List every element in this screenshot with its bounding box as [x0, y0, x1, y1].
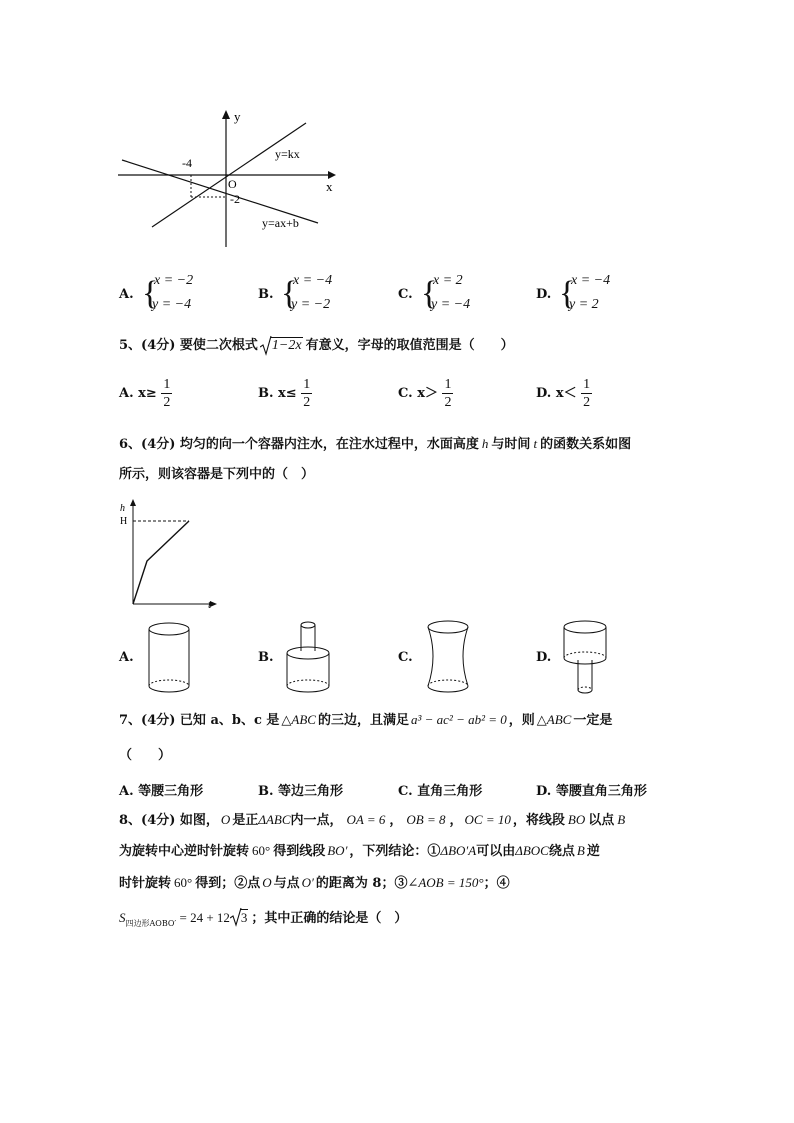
- q8-point-o-prime: O′: [301, 875, 314, 890]
- q8-ob: OB = 8: [406, 812, 446, 827]
- q5-option-c[interactable]: [398, 376, 453, 411]
- q4-option-a-y: y = −4: [152, 297, 192, 312]
- linear-functions-graph: [110, 105, 350, 255]
- q8-line4: [119, 910, 407, 932]
- q4-option-d-brace: {: [559, 275, 576, 312]
- container-b-narrow-top-icon[interactable]: [282, 618, 338, 698]
- q5-stem: [119, 338, 514, 354]
- q7-option-d[interactable]: D. 等腰直角三角形: [536, 784, 647, 799]
- q8-l1-b: 是正: [232, 813, 259, 828]
- q7-triangle-1: △ABC: [281, 712, 316, 727]
- q6-option-c-letter[interactable]: C.: [398, 650, 413, 665]
- x-axis-label: x: [326, 179, 333, 194]
- q7-option-a[interactable]: A. 等腰三角形: [119, 784, 204, 799]
- q4-option-b-x: x = −4: [293, 273, 333, 288]
- q6-stem-line1: [119, 436, 631, 453]
- q8-point-o-2: O: [262, 875, 272, 890]
- q8-l2-e: 绕点: [548, 844, 575, 859]
- q8-l3-e: ；④: [483, 876, 510, 891]
- q4-option-d-x: x = −4: [571, 273, 611, 288]
- q5-option-a[interactable]: [119, 376, 172, 411]
- line1-label: y=kx: [275, 147, 300, 161]
- y-axis-arrow: [222, 110, 230, 119]
- q8-l1-c: 内一点，: [290, 813, 343, 828]
- q5-prefix: 5、(4分) 要使二次根式: [119, 338, 258, 353]
- q8-point-b: B: [617, 812, 626, 827]
- tick-x-label: -4: [182, 156, 192, 170]
- q5-option-c-fraction: $\frac{1}{2}$: [444, 377, 452, 410]
- q7-option-c[interactable]: C. 直角三角形: [398, 784, 483, 799]
- q8-oc: OC = 10: [464, 812, 511, 827]
- q8-bo: BO: [567, 812, 586, 827]
- q4-option-c-brace: {: [421, 275, 438, 312]
- q5-option-c-rel: x＞: [417, 386, 438, 401]
- q4-option-b-y: y = −2: [291, 297, 331, 312]
- q8-sqrt3-value: 3: [240, 910, 248, 925]
- container-d-narrow-bottom-icon[interactable]: [558, 618, 614, 698]
- q7-triangle-2: △ABC: [536, 712, 572, 727]
- q4-option-a-brace: {: [142, 275, 159, 312]
- q5-radical: [261, 338, 303, 354]
- q8-triangle-bo-prime-a: ΔBO′A: [440, 843, 477, 858]
- q4-option-c-y: y = −4: [431, 297, 471, 312]
- q6-line1-b: 与时间: [491, 437, 531, 452]
- q7-equation: a³ − ac² − ab² = 0: [410, 712, 507, 727]
- q8-line2: [119, 843, 600, 860]
- q8-l2-a: 为旋转中心逆时针旋转: [119, 844, 250, 859]
- q5-option-d-rel: x＜: [555, 386, 577, 401]
- q8-l1-d: ，将线段: [512, 813, 565, 828]
- q8-triangle-boc: ΔBOC: [515, 843, 549, 858]
- graph-h-label: h: [120, 503, 125, 514]
- q8-triangle-abc: ΔABC: [258, 812, 291, 827]
- sqrt-sign-icon: [260, 335, 272, 357]
- q8-area-equation: = 24 + 12: [176, 910, 230, 925]
- q8-angle-aob: ∠AOB = 150°: [407, 875, 484, 890]
- q8-l1-a: 8、(4分) 如图，: [119, 813, 219, 828]
- q5-option-a-rel: x≥: [138, 386, 157, 401]
- x-axis-arrow: [328, 171, 336, 179]
- q8-l2-d: 可以由: [476, 844, 516, 859]
- q5-option-d-fraction: $\frac{1}{2}$: [583, 377, 591, 410]
- q8-line3: [119, 875, 510, 892]
- q6-var-t: t: [533, 436, 538, 451]
- q4-option-d-letter[interactable]: D.: [536, 287, 552, 302]
- q8-l3-b: 得到；②点: [195, 876, 261, 891]
- q8-deg60-b: 60°: [174, 875, 193, 890]
- q8-l2-b: 得到线段: [273, 844, 326, 859]
- q6-line1-a: 6、(4分) 均匀的向一个容器内注水，在注水过程中，水面高度: [119, 437, 479, 452]
- q4-option-a-x: x = −2: [154, 273, 194, 288]
- h-axis-arrow: [130, 499, 136, 506]
- line-y-ax-b: [122, 160, 318, 223]
- q8-area-s: S: [119, 910, 126, 925]
- q4-option-b-brace: {: [281, 275, 298, 312]
- q5-option-d-letter: D.: [536, 386, 552, 401]
- q7-suffix: 一定是: [573, 713, 613, 728]
- q5-option-b-letter: B.: [258, 386, 274, 401]
- graph-H-label: H: [120, 516, 128, 527]
- q8-deg60: 60°: [252, 843, 271, 858]
- origin-label: O: [228, 177, 237, 191]
- q5-option-c-letter: C.: [398, 386, 413, 401]
- q6-option-b-letter[interactable]: B.: [258, 650, 274, 665]
- q5-option-d[interactable]: [536, 376, 592, 411]
- graph-t-label: t: [208, 597, 212, 611]
- q8-point-b-2: B: [576, 843, 585, 858]
- q8-sqrt3: [230, 910, 249, 927]
- q7-option-b[interactable]: B. 等边三角形: [258, 784, 344, 799]
- q7-stem: [119, 712, 612, 729]
- q4-option-c-letter[interactable]: C.: [398, 287, 413, 302]
- q6-option-d-letter[interactable]: D.: [536, 650, 552, 665]
- q6-var-h: h: [481, 436, 489, 451]
- q6-line1-c: 的函数关系如图: [540, 437, 632, 452]
- q5-radicand: 1−2x: [271, 338, 302, 353]
- sqrt-sign-icon: [230, 907, 242, 927]
- q8-l3-a: 时针旋转: [119, 876, 172, 891]
- q5-option-b-fraction: $\frac{1}{2}$: [303, 377, 311, 410]
- q4-option-c-x: x = 2: [433, 273, 463, 288]
- q8-l3-d: 的距离为 8；③: [315, 876, 408, 891]
- q5-option-a-fraction: $\frac{1}{2}$: [163, 377, 171, 410]
- q7-mid: 的三边，且满足: [317, 713, 409, 728]
- q8-line1: 8、(4分) 如图， O 是正ΔABC内一点， OA = 6 ， OB = 8 ， OC = 10 ，将线段 BO 以点 B: [119, 812, 626, 828]
- q8-area-subscript: 四边形AOBO′: [125, 919, 177, 928]
- container-a-cylinder-icon[interactable]: [143, 620, 195, 698]
- q5-option-b-rel: x≤: [278, 386, 297, 401]
- q6-stem-line2: 所示，则该容器是下列中的（ ）: [119, 467, 315, 482]
- q8-bo-prime: BO′: [327, 843, 348, 858]
- q8-l1-e: 以点: [588, 813, 615, 828]
- q5-option-b[interactable]: [258, 376, 312, 411]
- q7-prefix: 7、(4分) 已知 a、b、c 是: [119, 713, 280, 728]
- q5-option-a-letter: A.: [119, 386, 134, 401]
- q6-option-a-letter[interactable]: A.: [119, 650, 134, 665]
- q8-l4-b: ；其中正确的结论是（ ）: [251, 911, 408, 926]
- container-c-hourglass-icon[interactable]: [422, 618, 474, 698]
- q7-paren: （ ）: [119, 748, 172, 763]
- water-height-graph: [112, 496, 224, 614]
- q4-option-a-letter[interactable]: A.: [119, 287, 134, 302]
- tick-y-label: -2: [230, 192, 240, 206]
- q5-suffix: 有意义，字母的取值范围是（ ）: [305, 338, 514, 353]
- line2-label: y=ax+b: [262, 216, 299, 230]
- q8-l3-c: 与点: [273, 876, 300, 891]
- q4-option-d-y: y = 2: [569, 297, 599, 312]
- q4-option-b-letter[interactable]: B.: [258, 287, 274, 302]
- y-axis-label: y: [234, 109, 241, 124]
- q7-sep: ，则: [508, 713, 535, 728]
- q8-l2-f: 逆: [586, 844, 600, 859]
- q8-oa: OA = 6: [346, 812, 386, 827]
- q8-point-o: O: [220, 812, 231, 827]
- q8-l2-c: ，下列结论：①: [349, 844, 441, 859]
- water-height-curve: [133, 521, 189, 604]
